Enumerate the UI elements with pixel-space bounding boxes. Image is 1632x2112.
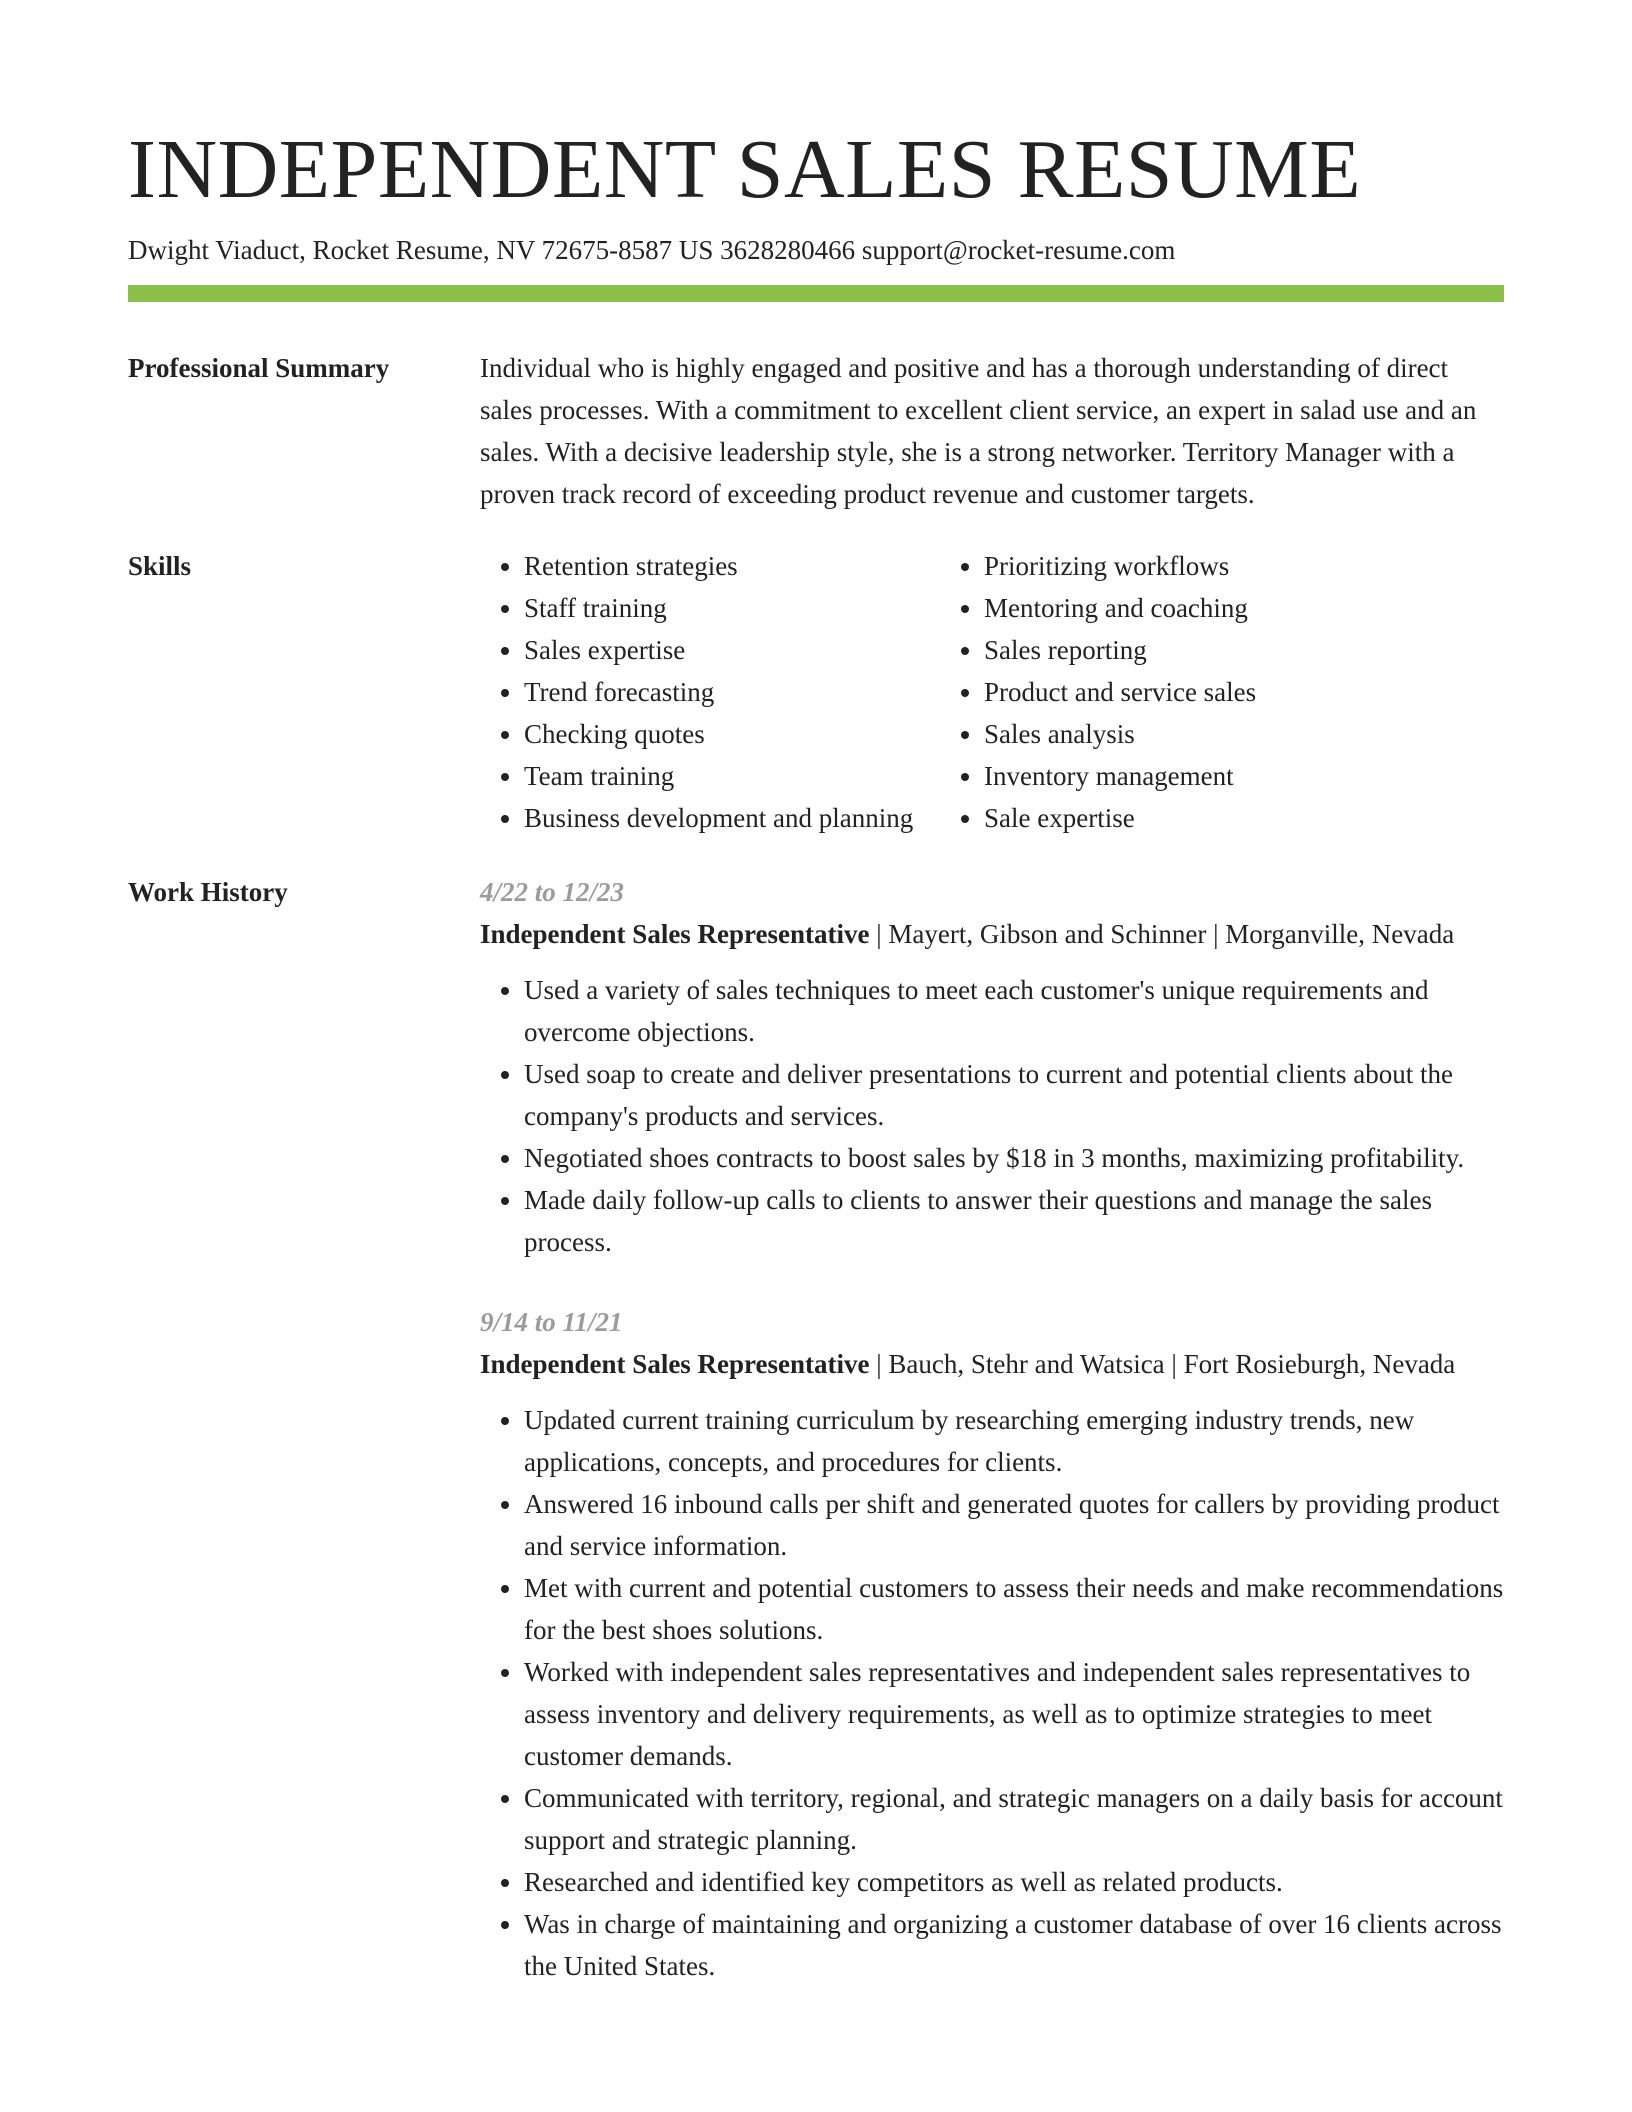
skill-item: • Sales expertise: [524, 629, 940, 671]
job-bullet: • Answered 16 inbound calls per shift and generated quotes for callers by providing product and service information.: [524, 1483, 1504, 1567]
job-heading: [480, 913, 1504, 955]
skill-item: • Product and service sales: [984, 671, 1460, 713]
skill-item: • Prioritizing workflows: [984, 545, 1460, 587]
job-bullets: [480, 1399, 1504, 1987]
skill-item: • Checking quotes: [524, 713, 940, 755]
work-history-label: Work History: [128, 877, 288, 907]
skill-item: • Sales reporting: [984, 629, 1460, 671]
job-bullet: • Used a variety of sales techniques to meet each customer's unique requirements and overcome objections.: [524, 969, 1504, 1053]
skill-item: • Trend forecasting: [524, 671, 940, 713]
skill-item: • Team training: [524, 755, 940, 797]
skill-item: • Sales analysis: [984, 713, 1460, 755]
summary-content: [480, 347, 1504, 515]
job-details: | Bauch, Stehr and Watsica | Fort Rosieburgh, Nevada: [869, 1349, 1456, 1379]
skills-list-left: [480, 545, 940, 839]
job-dates: 4/22 to 12/23: [480, 877, 625, 907]
job-title: Independent Sales Representative: [480, 1349, 870, 1379]
job-bullet: • Made daily follow-up calls to clients to answer their questions and manage the sales process.: [524, 1179, 1504, 1263]
skills-list-right: [940, 545, 1460, 839]
skills-content: [480, 545, 1504, 839]
skill-item: • Mentoring and coaching: [984, 587, 1460, 629]
job-bullet: • Worked with independent sales representatives and independent sales representatives to assess inventory and delivery requirements, as well as to optimize strategies to meet customer demands.: [524, 1651, 1504, 1777]
job-details: | Mayert, Gibson and Schinner | Morganville, Nevada: [869, 919, 1455, 949]
job-heading: [480, 1343, 1504, 1385]
resume-title: INDEPENDENT SALES RESUME: [128, 123, 1362, 216]
job-bullets: [480, 969, 1504, 1263]
job-bullet: • Communicated with territory, regional, and strategic managers on a daily basis for account support and strategic planning.: [524, 1777, 1504, 1861]
job-bullet: • Met with current and potential customers to assess their needs and make recommendations for the best shoes solutions.: [524, 1567, 1504, 1651]
skill-item: • Business development and planning: [524, 797, 940, 839]
skill-item: • Sale expertise: [984, 797, 1460, 839]
skill-item: • Staff training: [524, 587, 940, 629]
job-bullet: • Updated current training curriculum by researching emerging industry trends, new applications, concepts, and procedures for clients.: [524, 1399, 1504, 1483]
skill-item: • Retention strategies: [524, 545, 940, 587]
accent-divider: [128, 285, 1504, 302]
job-bullet: • Researched and identified key competitors as well as related products.: [524, 1861, 1504, 1903]
job-bullet: • Used soap to create and deliver presentations to current and potential clients about the company's products and services.: [524, 1053, 1504, 1137]
summary-text: Individual who is highly engaged and positive and has a thorough understanding of direct sales processes. With a commitment to excellent client service, an expert in salad use and an sales. With a decisive leadership style, she is a strong networker. Territory Manager with a proven track record of exceeding product revenue and customer targets.: [480, 353, 1477, 509]
job-bullet: • Negotiated shoes contracts to boost sales by $18 in 3 months, maximizing profitability.: [524, 1137, 1504, 1179]
job-entry: [480, 871, 1504, 1263]
job-title: Independent Sales Representative: [480, 919, 870, 949]
skills-label: Skills: [128, 551, 192, 581]
summary-label: Professional Summary: [128, 353, 390, 383]
contact-line: Dwight Viaduct, Rocket Resume, NV 72675-8587 US 3628280466 support@rocket-resume.com: [128, 235, 1176, 265]
skill-item: • Inventory management: [984, 755, 1460, 797]
work-history-content: [480, 871, 1504, 2025]
job-dates: 9/14 to 11/21: [480, 1307, 623, 1337]
job-bullet: • Was in charge of maintaining and organizing a customer database of over 16 clients across the United States.: [524, 1903, 1504, 1987]
job-entry: [480, 1301, 1504, 1987]
